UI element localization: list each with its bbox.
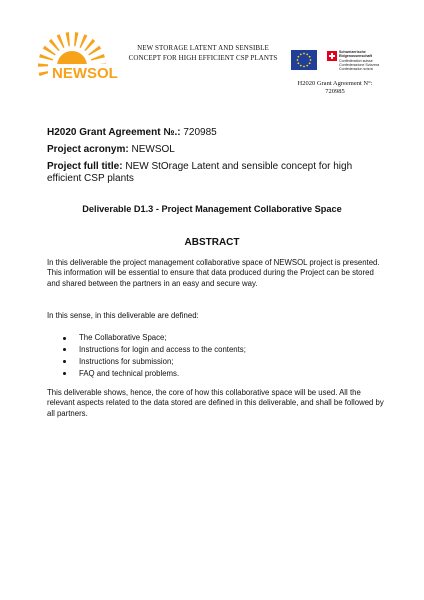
eu-flag-icon [291,50,317,70]
abstract-heading: ABSTRACT [184,237,240,248]
project-info [47,127,377,185]
bullet-icon [63,372,66,375]
swiss-text-line: Confederazione Svizzera [339,62,380,67]
list-item [60,333,380,343]
swiss-confederation-logo [327,50,387,70]
project-acronym-line [47,144,377,156]
project-full-title-value: NEW StOrage Latent and sensible concept for high efficient CSP plants [47,161,353,184]
swiss-flag-icon [327,51,337,61]
abstract-paragraph-2: In this sense, in this deliverable are defined: [47,311,199,320]
list-item [60,357,380,367]
sun-ray [66,32,70,46]
header-grant-number: 720985 [325,88,345,95]
swiss-text-line: Schweizerische Eidgenossenschaft [339,50,372,59]
sun-ray [57,34,65,48]
bullet-icon [63,348,66,351]
eu-star [300,65,302,67]
sun-ray [49,39,60,51]
eu-star [297,62,299,64]
deliverable-title: Deliverable D1.3 - Project Management Collaborative Space [82,204,342,214]
header-project-title [128,44,278,63]
header-grant-agreement [280,80,390,96]
list-item-text: FAQ and technical problems. [79,368,180,378]
swiss-text-line: Confédération suisse [339,58,373,63]
sun-ray [84,39,95,51]
project-acronym-label: Project acronym: [47,144,129,155]
eu-star [310,59,312,61]
grant-agreement-label: H2020 Grant Agreement №.: [47,127,181,138]
header-title-line2: CONCEPT FOR HIGH EFFICIENT CSP PLANTS [128,53,278,62]
grant-agreement-line [47,127,377,139]
project-acronym-value: NEWSOL [131,144,175,155]
eu-star [306,65,308,67]
abstract-paragraph-3: This deliverable shows, hence, the core of how this collaborative space will be used. All the relevant aspects related to the data stored are defined in this deliverable, and shall be followed by all partners. [47,388,384,418]
list-item-text: Instructions for login and access to the contents; [79,344,246,354]
header-grant-label: H2020 Grant Agreement N°: [297,80,373,87]
eu-star [303,66,305,68]
sun-ray [39,54,53,61]
eu-star [309,62,311,64]
project-full-title-label: Project full title: [47,161,123,172]
sun-ray [91,54,105,61]
grant-agreement-value: 720985 [183,127,217,138]
bullet-icon [63,337,66,340]
swiss-text [339,50,391,71]
abstract-paragraph-1: In this deliverable the project management collaborative space of NEWSOL project is presented. This information will be essential to ensure that data produced during the Project can be stored and shared between the partners in an easy and secure way. [47,258,380,288]
sun-ray [88,46,101,56]
sun-ray [74,32,78,46]
deliverable-contents-list [60,333,380,381]
logo-text: NEWSOL [52,65,118,82]
eu-star [297,56,299,58]
bullet-icon [63,360,66,363]
header-title-line1: NEW STORAGE LATENT AND SENSIBLE [137,44,269,52]
list-item [60,345,380,355]
list-item-text: Instructions for submission; [79,356,174,366]
sun-ray [80,34,88,48]
newsol-logo [24,16,130,108]
swiss-text-line: Confederaziun svizra [339,67,373,72]
project-full-title-line [47,161,377,185]
sun-ray [43,46,56,56]
eu-star [306,53,308,55]
list-item [60,369,380,379]
eu-star [297,59,299,61]
eu-star [309,56,311,58]
list-item-text: The Collaborative Space; [79,333,167,342]
eu-star [303,53,305,55]
eu-star [300,53,302,55]
